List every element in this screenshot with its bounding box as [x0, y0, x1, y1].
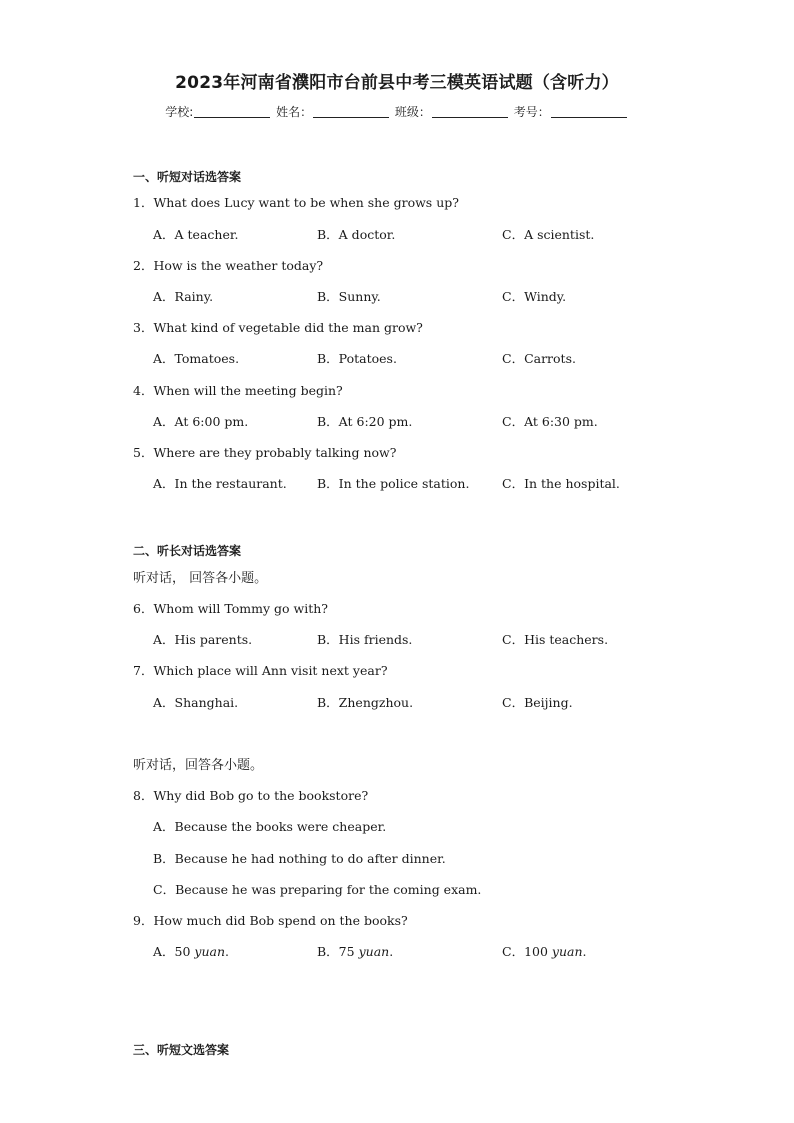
q9-option-c	[502, 942, 587, 960]
question-7: 7．Which place will Ann visit next year?	[133, 663, 388, 678]
q1-option-a: A．A teacher.	[153, 227, 239, 242]
class-label: 班级：	[394, 105, 431, 119]
q9-option-b-unit: yuan	[358, 944, 390, 959]
q6-option-c: C．His teachers.	[502, 632, 609, 647]
q2-option-c: C．Windy.	[502, 289, 567, 304]
q6-option-b: B．His friends.	[317, 632, 413, 647]
question-2: 2．How is the weather today?	[133, 258, 324, 273]
q8-option-c: C．Because he was preparing for the coming exam.	[153, 882, 482, 897]
question-4: 4．When will the meeting begin?	[133, 383, 343, 398]
q6-option-a: A．His parents.	[153, 632, 253, 647]
question-6: 6．Whom will Tommy go with?	[133, 601, 328, 616]
q8-option-a: A．Because the books were cheaper.	[153, 819, 387, 834]
student-info-line	[0, 103, 794, 120]
section-2b-instruction: 听对话，回答各小题。	[133, 758, 264, 773]
q2-option-a: A．Rainy.	[153, 289, 214, 304]
q9-option-b-suffix: .	[389, 944, 394, 959]
q9-option-b-prefix: B．75	[317, 944, 359, 959]
q9-option-b	[317, 942, 393, 960]
q7-option-a: A．Shanghai.	[153, 695, 239, 710]
class-blank	[432, 104, 508, 118]
q4-option-c: C．At 6:30 pm.	[502, 414, 598, 429]
q4-option-a: A．At 6:00 pm.	[153, 414, 249, 429]
question-3: 3．What kind of vegetable did the man grow?	[133, 320, 423, 335]
q9-option-c-prefix: C．100	[502, 944, 552, 959]
number-blank	[551, 104, 627, 118]
name-label: 姓名：	[276, 105, 313, 119]
q5-option-c: C．In the hospital.	[502, 476, 620, 491]
question-8: 8．Why did Bob go to the bookstore?	[133, 788, 369, 803]
question-5: 5．Where are they probably talking now?	[133, 445, 397, 460]
q5-option-a: A．In the restaurant.	[153, 476, 287, 491]
number-label: 考号：	[513, 105, 550, 119]
q9-option-a-prefix: A．50	[153, 944, 195, 959]
q9-option-c-suffix: .	[582, 944, 587, 959]
page-title: 2023年河南省濮阳市台前县中考三模英语试题（含听力）	[175, 73, 619, 93]
q9-option-a	[153, 942, 229, 960]
q3-option-b: B．Potatoes.	[317, 351, 397, 366]
q3-option-c: C．Carrots.	[502, 351, 576, 366]
section-2-instruction: 听对话， 回答各小题。	[133, 571, 268, 586]
q8-option-b: B．Because he had nothing to do after dinner.	[153, 851, 446, 866]
q9-option-a-unit: yuan	[194, 944, 226, 959]
section-heading-3: 三、听短文选答案	[133, 1043, 230, 1057]
section-heading-1: 一、听短对话选答案	[133, 170, 242, 184]
school-blank	[194, 104, 270, 118]
q1-option-c: C．A scientist.	[502, 227, 595, 242]
q1-option-b: B．A doctor.	[317, 227, 396, 242]
q9-option-a-suffix: .	[225, 944, 230, 959]
q5-option-b: B．In the police station.	[317, 476, 470, 491]
name-blank	[313, 104, 389, 118]
q4-option-b: B．At 6:20 pm.	[317, 414, 413, 429]
q9-option-c-unit: yuan	[551, 944, 583, 959]
school-label: 学校:	[165, 105, 194, 119]
question-1: 1．What does Lucy want to be when she grows up?	[133, 195, 459, 210]
q7-option-c: C．Beijing.	[502, 695, 573, 710]
q2-option-b: B．Sunny.	[317, 289, 381, 304]
q3-option-a: A．Tomatoes.	[153, 351, 240, 366]
section-heading-2: 二、听长对话选答案	[133, 544, 242, 558]
q7-option-b: B．Zhengzhou.	[317, 695, 414, 710]
question-9: 9．How much did Bob spend on the books?	[133, 913, 408, 928]
